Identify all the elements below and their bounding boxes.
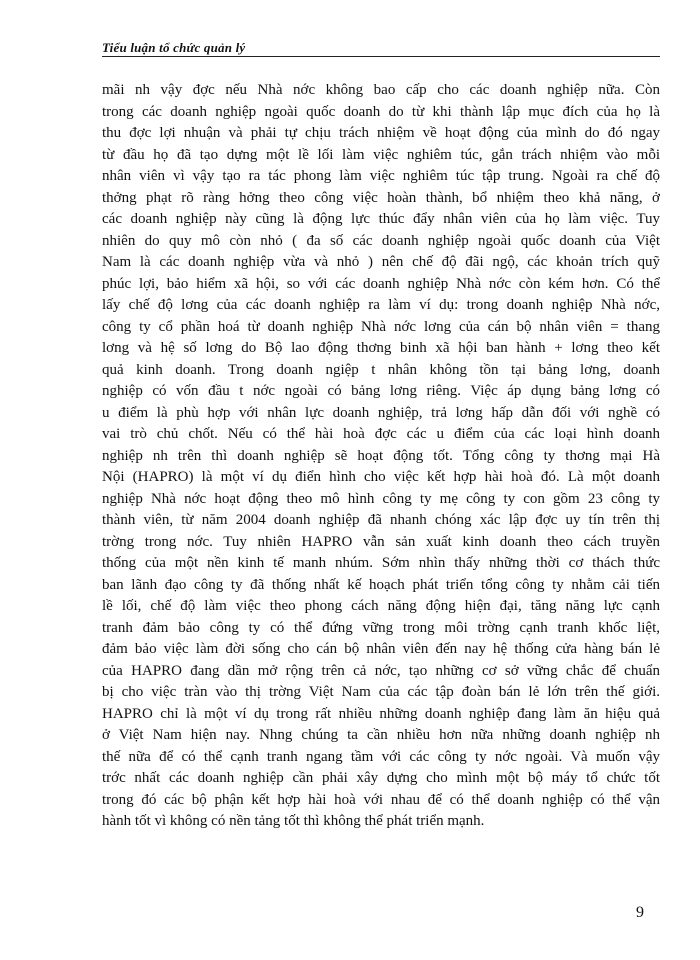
page-number: 9 <box>636 904 644 921</box>
text-line: nhiên do quy mô còn nhỏ ( đa số các doanh nghiệp ngoài quốc doanh của Việt <box>102 232 660 249</box>
body-paragraph <box>102 80 660 833</box>
running-header: Tiểu luận tổ chức quản lý <box>102 40 246 55</box>
text-line: hành tốt vì không có nền tảng tốt thì không thể phát triển mạnh. <box>102 813 485 829</box>
text-line: vai trò chủ chốt. Nếu có thể hài hoà đợc các u điểm của các loại hình doanh <box>102 426 660 442</box>
text-line: ban lãnh đạo công ty đã thống nhất kế hoạch phát triển tổng công ty nhằm cải tiến <box>102 576 660 593</box>
text-line: thống của một nền kinh tế manh nhúm. Sớm nhìn thấy những thời cơ thách thức <box>102 555 660 571</box>
text-line: quả kinh doanh. Trong doanh ngiệp t nhân không tồn tại bảng lơng, doanh <box>102 361 660 378</box>
text-line: đảm bảo việc làm đời sống cho cán bộ nhân viên đến nay hệ thống cửa hàng bán lẻ <box>102 641 660 657</box>
text-line: lề lối, chế độ làm việc theo phong cách năng động hiện đại, tăng năng lực cạnh <box>102 598 660 614</box>
text-line: thế nữa để có thể cạnh tranh ngang tầm với các công ty nớc ngoài. Và muốn vậy <box>102 748 660 765</box>
text-line: mãi nh vậy đợc nếu Nhà nớc không bao cấp cho các doanh nghiệp nữa. Còn <box>102 82 660 98</box>
text-line: từ đầu họ đã tạo dựng một lề lối làm việc nghiêm túc, gắn trách nhiệm vào mỗi <box>102 146 660 163</box>
text-line: trớc nhất các doanh nghiệp cần phải xây dựng cho mình một bộ máy tổ chức tốt <box>102 770 660 786</box>
text-line: nghiệp nh trên thì doanh nghiệp sẽ hoạt động tốt. Tổng công ty thơng mại Hà <box>102 447 660 464</box>
text-line: trờng trong nớc. Tuy nhiên HAPRO vẫn sản xuất kinh doanh theo cách truyền <box>102 533 660 550</box>
text-line: lấy chế độ lơng của các doanh nghiệp ra làm ví dụ: trong doanh nghiệp Nhà nớc, <box>102 297 660 313</box>
text-line: Nội (HAPRO) là một ví dụ điển hình cho việc kết hợp hài hoà đó. Là một doanh <box>102 469 660 485</box>
text-line: trong đó các bộ phận kết hợp hài hoà với nhau để có thể doanh nghiệp có thể vận <box>102 791 660 808</box>
header-rule <box>102 56 660 57</box>
text-line: thành viên, từ năm 2004 doanh nghiệp đã nhanh chóng xác lập đợc uy tín trên thị <box>102 512 660 528</box>
text-line: lơng và hệ số lơng do Bộ lao động thơng binh xã hội ban hành + lơng theo kết <box>102 340 660 356</box>
text-line: công ty cổ phần hoá từ doanh nghiệp Nhà nớc lơng của cán bộ nhân viên = thang <box>102 318 660 335</box>
text-line: bị cho việc tràn vào thị trờng Việt Nam của các tập đoàn bán lẻ lớn trên thế giới. <box>102 684 660 700</box>
text-line: các doanh nghiệp này cũng là động lực thúc đẩy nhân viên của họ làm việc. Tuy <box>102 211 660 227</box>
text-line: của HAPRO đang dần mở rộng trên cả nớc, tạo những cơ sở vững chắc để chuẩn <box>102 662 660 679</box>
text-line: nghiệp có vốn đầu t nớc ngoài có bảng lơng riêng. Việc áp dụng bảng lơng có <box>102 383 660 399</box>
text-line: HAPRO chỉ là một ví dụ trong rất nhiều những doanh nghiệp đang làm ăn hiệu quả <box>102 705 660 722</box>
text-line: thởng phạt rõ ràng hởng theo công việc hoàn thành, bổ nhiệm theo khả năng, ở <box>102 189 660 206</box>
text-line: trong các doanh nghiệp ngoài quốc doanh do từ khi thành lập mục đích của họ là <box>102 103 660 120</box>
text-line: nghiệp Nhà nớc hoạt động theo mô hình công ty mẹ công ty con gồm 23 công ty <box>102 490 660 507</box>
text-line: Nam là các doanh nghiệp vừa và nhỏ ) nên chế độ đãi ngộ, các khoản trích quỹ <box>102 254 660 270</box>
text-line: nhân viên vì vậy tạo ra tác phong làm việc nghiêm túc tập trung. Ngoài ra chế độ <box>102 168 660 184</box>
text-line: ở Việt Nam hiện nay. Nhng chúng ta cần nhiều hơn nữa những doanh nghiệp nh <box>102 727 660 743</box>
text-line: tranh đảm bảo công ty có thể đứng vững trong môi trờng cạnh tranh khốc liệt, <box>102 619 660 636</box>
text-line: u điểm là phù hợp với nhân lực doanh nghiệp, trả lơng hấp dẫn đối với nghề có <box>102 404 660 421</box>
text-line: thu đợc lợi nhuận và phải tự chịu trách nhiệm về hoạt động của mình do đó ngay <box>102 125 660 141</box>
text-line: phúc lợi, bảo hiểm xã hội, so với các doanh nghiệp Nhà nớc còn kém hơn. Có thể <box>102 275 660 292</box>
